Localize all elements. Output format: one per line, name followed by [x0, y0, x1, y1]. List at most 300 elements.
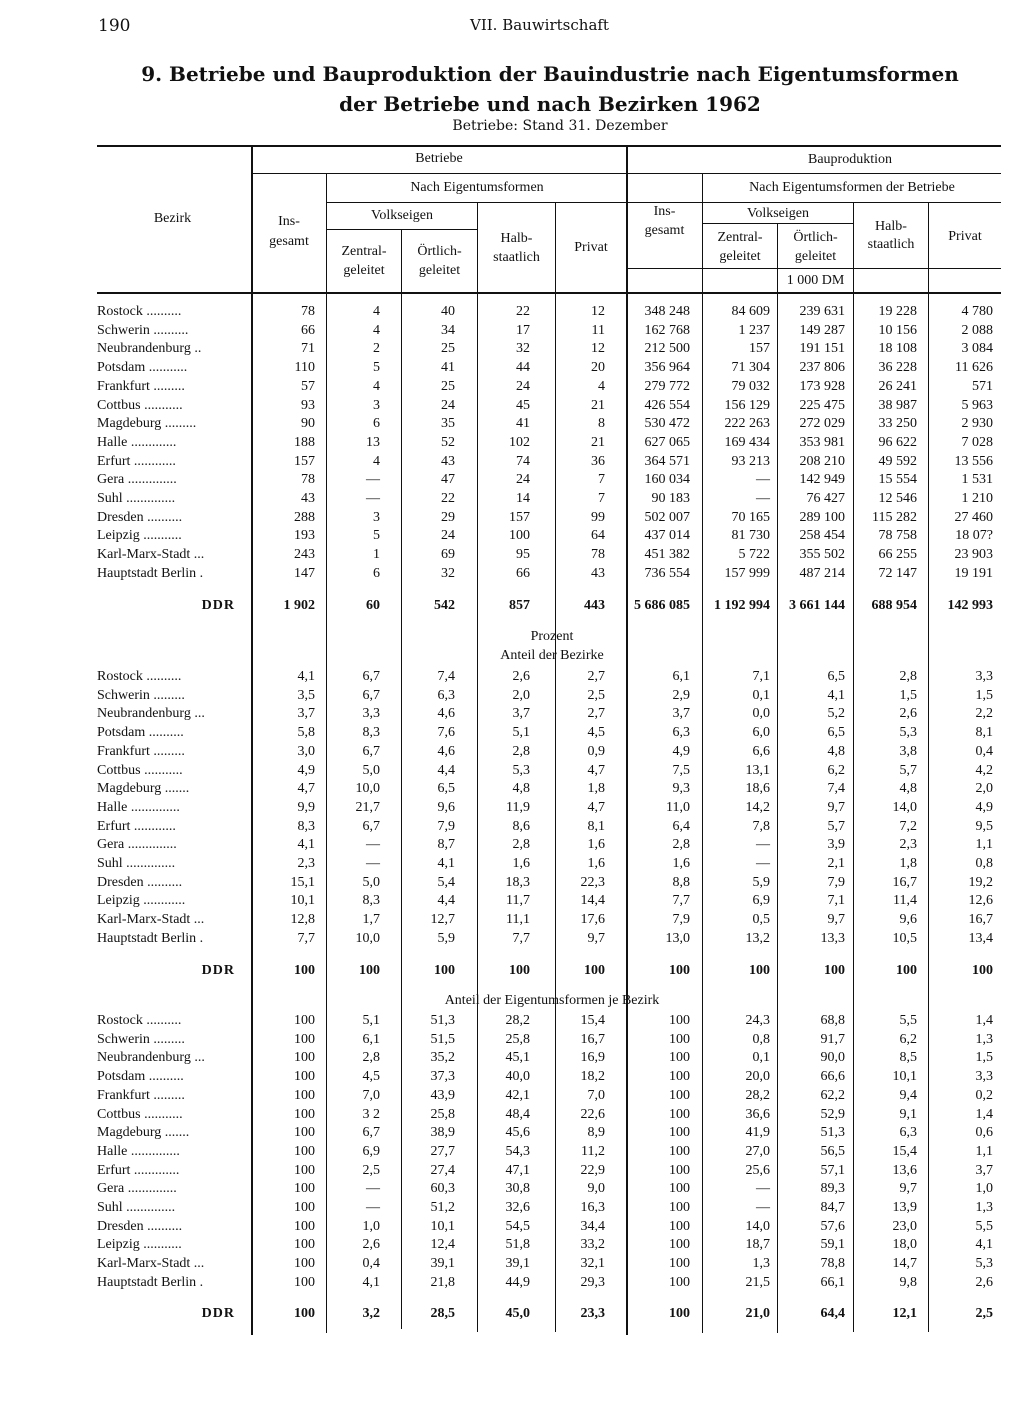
table-cell: 47,1 [505, 1163, 530, 1178]
table-cell: 40,0 [505, 1069, 530, 1084]
table-cell: 17,6 [580, 912, 605, 927]
table-cell: 0,4 [362, 1256, 380, 1271]
header-top-rule [97, 145, 1001, 147]
table-cell: 1,6 [587, 856, 605, 871]
table-cell: 5,0 [362, 763, 380, 778]
bezirk-label: Hauptstadt Berlin . [97, 931, 204, 946]
table-cell: 18,3 [505, 875, 530, 890]
table-cell: 33,2 [580, 1237, 605, 1252]
table-cell: 2,0 [512, 688, 530, 703]
table-cell: 3,7 [512, 706, 530, 721]
table-cell: 32 [516, 341, 530, 356]
header-halbstaatlich-2: staatlich [493, 250, 540, 265]
table-cell: 5,1 [512, 725, 530, 740]
table-row [0, 323, 1024, 342]
bezirk-label: Gera .............. [97, 472, 177, 487]
table-cell: — [756, 837, 770, 852]
table-cell: 7,2 [899, 819, 917, 834]
table-cell: 1 237 [738, 323, 770, 338]
table-cell: 571 [972, 379, 993, 394]
table-cell: 100 [972, 963, 993, 978]
table-cell: 2,1 [827, 856, 845, 871]
table-cell: 100 [749, 963, 770, 978]
table-cell: 2,8 [899, 669, 917, 684]
bezirk-label: Karl-Marx-Stadt ... [97, 547, 205, 562]
table-cell: 100 [294, 1050, 315, 1065]
table-cell: 857 [509, 598, 530, 613]
table-cell: 0,6 [975, 1125, 993, 1140]
table-cell: 6,3 [437, 688, 455, 703]
table-cell: 9,0 [587, 1181, 605, 1196]
table-title-line-1: 9. Betriebe und Bauproduktion der Bauindustrie nach Eigentumsformen [141, 62, 959, 86]
table-cell: 102 [509, 435, 530, 450]
table-cell: 66,6 [820, 1069, 845, 1084]
table-total-row [0, 963, 1024, 982]
section-prozent: Prozent [530, 629, 574, 644]
table-cell: 8,6 [512, 819, 530, 834]
table-cell: 41,9 [745, 1125, 770, 1140]
table-cell: 3 084 [961, 341, 993, 356]
table-cell: 9,6 [899, 912, 917, 927]
table-row [0, 528, 1024, 547]
header-oertlich-1: Örtlich- [417, 244, 462, 259]
header-unit: 1 000 DM [786, 273, 845, 288]
table-cell: 6,7 [362, 744, 380, 759]
table-cell: 17 [516, 323, 530, 338]
table-cell: 1,5 [899, 688, 917, 703]
header-rule-level3b [703, 223, 853, 224]
table-cell: 13 [366, 435, 380, 450]
table-cell: 23,3 [580, 1306, 605, 1321]
table-cell: 100 [824, 963, 845, 978]
table-cell: 627 065 [644, 435, 690, 450]
table-cell: 2 088 [961, 323, 993, 338]
table-cell: 7,7 [672, 893, 690, 908]
table-cell: 78 [301, 472, 315, 487]
table-cell: 4,2 [975, 763, 993, 778]
table-cell: 9,7 [827, 912, 845, 927]
table-row [0, 706, 1024, 725]
table-cell: 4,1 [362, 1275, 380, 1290]
table-row [0, 416, 1024, 435]
table-cell: 188 [294, 435, 315, 450]
table-cell: 2,6 [362, 1237, 380, 1252]
table-cell: 76 427 [806, 491, 845, 506]
table-cell: 3,9 [827, 837, 845, 852]
table-cell: 1,4 [975, 1013, 993, 1028]
table-cell: 1,0 [362, 1219, 380, 1234]
table-total-row [0, 1306, 1024, 1325]
table-cell: 14,7 [892, 1256, 917, 1271]
table-cell: — [756, 856, 770, 871]
table-cell: 237 806 [799, 360, 845, 375]
table-cell: 272 029 [799, 416, 845, 431]
table-cell: 2 930 [961, 416, 993, 431]
bezirk-label: Cottbus ........... [97, 1107, 183, 1122]
table-cell: 29 [441, 510, 455, 525]
table-cell: 22,9 [580, 1163, 605, 1178]
table-cell: 1,0 [975, 1181, 993, 1196]
table-cell: 5 [373, 360, 380, 375]
table-cell: 426 554 [644, 398, 690, 413]
table-row [0, 875, 1024, 894]
table-cell: 13 556 [954, 454, 993, 469]
table-cell: 27,0 [745, 1144, 770, 1159]
table-cell: 5,3 [512, 763, 530, 778]
table-cell: 6,5 [437, 781, 455, 796]
table-cell: 78,8 [820, 1256, 845, 1271]
table-row [0, 800, 1024, 819]
table-cell: 12,4 [430, 1237, 455, 1252]
table-cell: 21,0 [745, 1306, 770, 1321]
bezirk-label: Neubrandenburg ... [97, 1050, 205, 1065]
table-cell: 437 014 [644, 528, 690, 543]
table-cell: 9,4 [899, 1088, 917, 1103]
table-cell: 66 [516, 566, 530, 581]
table-cell: 9,7 [587, 931, 605, 946]
table-cell: 49 592 [878, 454, 917, 469]
table-cell: 110 [294, 360, 315, 375]
table-cell: 79 032 [731, 379, 770, 394]
bezirk-label: Magdeburg ......... [97, 416, 197, 431]
table-cell: 71 [301, 341, 315, 356]
table-cell: 22,6 [580, 1107, 605, 1122]
table-cell: 13,9 [892, 1200, 917, 1215]
table-cell: 100 [294, 963, 315, 978]
header-bottom-rule [97, 292, 1001, 294]
table-cell: 2,6 [899, 706, 917, 721]
table-cell: 16,9 [580, 1050, 605, 1065]
table-cell: 70 165 [731, 510, 770, 525]
table-cell: 9,7 [899, 1181, 917, 1196]
table-cell: 1,8 [899, 856, 917, 871]
table-cell: 100 [509, 963, 530, 978]
table-cell: 5 686 085 [634, 598, 690, 613]
table-cell: 0,9 [587, 744, 605, 759]
table-row [0, 931, 1024, 950]
bezirk-label: Potsdam .......... [97, 725, 184, 740]
bezirk-label: Schwerin ......... [97, 1032, 185, 1047]
table-cell: 5,5 [899, 1013, 917, 1028]
table-cell: 11,7 [506, 893, 530, 908]
table-cell: 25,8 [505, 1032, 530, 1047]
table-cell: 4 [373, 454, 380, 469]
table-cell: 9,6 [437, 800, 455, 815]
table-cell: 100 [294, 1163, 315, 1178]
table-cell: 6,9 [752, 893, 770, 908]
table-cell: 1,4 [975, 1107, 993, 1122]
bezirk-label: Leipzig ............ [97, 893, 186, 908]
header-privat: Privat [948, 229, 982, 244]
table-cell: 147 [294, 566, 315, 581]
table-cell: 0,5 [752, 912, 770, 927]
table-cell: 6,7 [362, 688, 380, 703]
table-cell: 169 434 [724, 435, 770, 450]
table-row [0, 763, 1024, 782]
table-cell: — [366, 837, 380, 852]
table-cell: 68,8 [820, 1013, 845, 1028]
table-cell: 6,9 [362, 1144, 380, 1159]
table-row [0, 669, 1024, 688]
table-cell: 10,1 [290, 893, 315, 908]
table-cell: 100 [294, 1200, 315, 1215]
bezirk-label: Magdeburg ....... [97, 781, 190, 796]
table-cell: 56,5 [820, 1144, 845, 1159]
table-cell: 93 [301, 398, 315, 413]
table-cell: 52,9 [820, 1107, 845, 1122]
table-cell: 41 [441, 360, 455, 375]
table-cell: 24,3 [745, 1013, 770, 1028]
table-cell: 4,8 [899, 781, 917, 796]
table-cell: 1,1 [975, 837, 993, 852]
table-cell: 15,1 [290, 875, 315, 890]
table-cell: 0,8 [975, 856, 993, 871]
table-cell: 530 472 [644, 416, 690, 431]
table-cell: 7,9 [437, 819, 455, 834]
table-cell: 1,5 [975, 1050, 993, 1065]
table-cell: 81 730 [731, 528, 770, 543]
table-cell: 115 282 [872, 510, 917, 525]
table-cell: 3 [373, 510, 380, 525]
table-cell: 39,1 [430, 1256, 455, 1271]
bezirk-label: Erfurt ............. [97, 1163, 180, 1178]
bezirk-label: Halle .............. [97, 1144, 180, 1159]
table-cell: 3,7 [672, 706, 690, 721]
table-cell: 3,2 [362, 1306, 380, 1321]
table-cell: 100 [294, 1306, 315, 1321]
table-cell: 6,2 [827, 763, 845, 778]
table-cell: 100 [669, 1200, 690, 1215]
table-cell: 157 [749, 341, 770, 356]
bezirk-label: Rostock .......... [97, 669, 182, 684]
table-cell: 24 [516, 472, 530, 487]
bezirk-label: Frankfurt ......... [97, 744, 185, 759]
table-cell: 353 981 [799, 435, 845, 450]
table-cell: 1 [373, 547, 380, 562]
table-cell: 157 999 [724, 566, 770, 581]
table-cell: 2,8 [512, 837, 530, 852]
table-cell: 4,4 [437, 893, 455, 908]
table-cell: 7,0 [587, 1088, 605, 1103]
table-cell: 7,4 [827, 781, 845, 796]
table-cell: 22,3 [580, 875, 605, 890]
table-cell: 11 626 [955, 360, 993, 375]
table-cell: 32 [441, 566, 455, 581]
table-cell: 4,7 [587, 800, 605, 815]
table-cell: 7 028 [961, 435, 993, 450]
table-cell: 37,3 [430, 1069, 455, 1084]
table-cell: 45,6 [505, 1125, 530, 1140]
table-cell: 2,5 [975, 1306, 993, 1321]
table-cell: — [366, 1200, 380, 1215]
table-cell: 11,2 [581, 1144, 605, 1159]
table-cell: 64,4 [820, 1306, 845, 1321]
table-cell: 23,0 [892, 1219, 917, 1234]
table-cell: 2,3 [297, 856, 315, 871]
table-row [0, 1219, 1024, 1238]
table-cell: 100 [669, 1088, 690, 1103]
table-cell: 100 [669, 1256, 690, 1271]
table-cell: 45 [516, 398, 530, 413]
header-bezirk: Bezirk [153, 211, 192, 226]
table-cell: 41 [516, 416, 530, 431]
table-row [0, 1125, 1024, 1144]
table-cell: 4,6 [437, 706, 455, 721]
table-cell: 15,4 [580, 1013, 605, 1028]
table-cell: 8,5 [899, 1050, 917, 1065]
table-cell: 9,7 [827, 800, 845, 815]
table-cell: 0,2 [975, 1088, 993, 1103]
bezirk-label: Dresden .......... [97, 510, 183, 525]
table-cell: 3,0 [297, 744, 315, 759]
table-cell: 100 [584, 963, 605, 978]
table-cell: 100 [669, 1032, 690, 1047]
table-cell: 40 [441, 304, 455, 319]
table-cell: 3,7 [975, 1163, 993, 1178]
table-cell: 2,7 [587, 669, 605, 684]
table-cell: 5 [373, 528, 380, 543]
table-cell: 57,1 [820, 1163, 845, 1178]
section-anteil-bezirke: Anteil der Bezirke [500, 648, 604, 663]
table-cell: 100 [669, 1069, 690, 1084]
table-cell: — [756, 1181, 770, 1196]
table-cell: 2,2 [975, 706, 993, 721]
table-cell: 100 [669, 1050, 690, 1065]
section-anteil-eigentumsformen: Anteil der Eigentumsformen je Bezirk [444, 993, 660, 1008]
table-cell: 100 [669, 1219, 690, 1234]
table-row [0, 1032, 1024, 1051]
table-row [0, 1200, 1024, 1219]
bezirk-label: Leipzig ........... [97, 528, 182, 543]
table-cell: 60 [366, 598, 380, 613]
table-cell: 6,1 [362, 1032, 380, 1047]
table-cell: 69 [441, 547, 455, 562]
table-cell: 4,8 [512, 781, 530, 796]
table-cell: 1,6 [512, 856, 530, 871]
table-title-line-2: der Betriebe und nach Bezirken 1962 [339, 92, 761, 116]
table-row [0, 1181, 1024, 1200]
table-cell: 33 250 [878, 416, 917, 431]
table-row [0, 1256, 1024, 1275]
table-cell: 19 191 [954, 566, 993, 581]
table-cell: 100 [294, 1237, 315, 1252]
table-cell: 54,3 [505, 1144, 530, 1159]
table-total-row [0, 598, 1024, 617]
table-cell: 3,5 [297, 688, 315, 703]
table-cell: 6,1 [672, 669, 690, 684]
table-cell: 222 263 [724, 416, 770, 431]
bezirk-label: Cottbus ........... [97, 398, 183, 413]
table-cell: 18,2 [580, 1069, 605, 1084]
header-zentral-1: Zentral- [717, 230, 763, 245]
table-cell: 6,5 [827, 669, 845, 684]
table-row [0, 379, 1024, 398]
table-cell: 5 722 [738, 547, 770, 562]
table-cell: 8,3 [362, 893, 380, 908]
table-cell: 5,9 [752, 875, 770, 890]
table-cell: — [366, 1181, 380, 1196]
table-cell: 7,1 [827, 893, 845, 908]
table-row [0, 454, 1024, 473]
table-cell: 21 [591, 435, 605, 450]
table-cell: 6,7 [362, 1125, 380, 1140]
table-cell: 20 [591, 360, 605, 375]
table-cell: 36,6 [745, 1107, 770, 1122]
table-cell: 3,3 [975, 1069, 993, 1084]
table-cell: 1 210 [961, 491, 993, 506]
table-row [0, 547, 1024, 566]
bezirk-label: Suhl .............. [97, 491, 176, 506]
table-cell: 13,4 [968, 931, 993, 946]
table-cell: 48,4 [505, 1107, 530, 1122]
table-cell: 10,0 [355, 931, 380, 946]
table-cell: 502 007 [644, 510, 690, 525]
header-rule-unit [627, 268, 1001, 269]
table-cell: 10,5 [892, 931, 917, 946]
table-row [0, 781, 1024, 800]
table-cell: 99 [591, 510, 605, 525]
table-cell: 7,7 [512, 931, 530, 946]
table-cell: 3,8 [899, 744, 917, 759]
table-cell: 18,7 [745, 1237, 770, 1252]
table-row [0, 1107, 1024, 1126]
table-cell: 7,1 [752, 669, 770, 684]
bezirk-label: Schwerin .......... [97, 323, 189, 338]
table-cell: 7,7 [297, 931, 315, 946]
table-cell: 51,5 [430, 1032, 455, 1047]
table-cell: 100 [669, 963, 690, 978]
table-cell: 84,7 [820, 1200, 845, 1215]
table-cell: 487 214 [799, 566, 845, 581]
table-cell: 22 [441, 491, 455, 506]
header-halbstaatlich-1: Halb- [500, 231, 533, 246]
table-cell: 100 [669, 1013, 690, 1028]
table-cell: 5,7 [899, 763, 917, 778]
table-cell: 2,7 [587, 706, 605, 721]
header-insgesamt-2: gesamt [269, 234, 309, 249]
table-cell: 4,9 [672, 744, 690, 759]
table-cell: 51,8 [505, 1237, 530, 1252]
table-cell: 16,7 [968, 912, 993, 927]
table-row [0, 1050, 1024, 1069]
bezirk-label: Schwerin ......... [97, 688, 185, 703]
table-cell: 100 [294, 1181, 315, 1196]
table-cell: 3,3 [362, 706, 380, 721]
table-cell: 9,1 [899, 1107, 917, 1122]
header-insgesamt-1: Ins- [653, 204, 676, 219]
table-cell: 9,5 [975, 819, 993, 834]
table-cell: 27,7 [430, 1144, 455, 1159]
header-betriebe: Betriebe [415, 151, 463, 166]
table-cell: 100 [669, 1144, 690, 1159]
table-cell: 14,0 [892, 800, 917, 815]
table-cell: 54,5 [505, 1219, 530, 1234]
table-cell: 6,5 [827, 725, 845, 740]
table-cell: 21,5 [745, 1275, 770, 1290]
table-cell: 1,8 [587, 781, 605, 796]
bezirk-label: Frankfurt ......... [97, 1088, 185, 1103]
table-row [0, 1069, 1024, 1088]
table-cell: 0,1 [752, 688, 770, 703]
total-label: DDR [201, 598, 235, 613]
table-cell: 16,7 [580, 1032, 605, 1047]
table-cell: 212 500 [644, 341, 690, 356]
header-rule-level3 [327, 229, 477, 230]
table-cell: 12,1 [892, 1306, 917, 1321]
table-cell: 24 [441, 528, 455, 543]
table-cell: 0,4 [975, 744, 993, 759]
table-cell: 2,0 [975, 781, 993, 796]
